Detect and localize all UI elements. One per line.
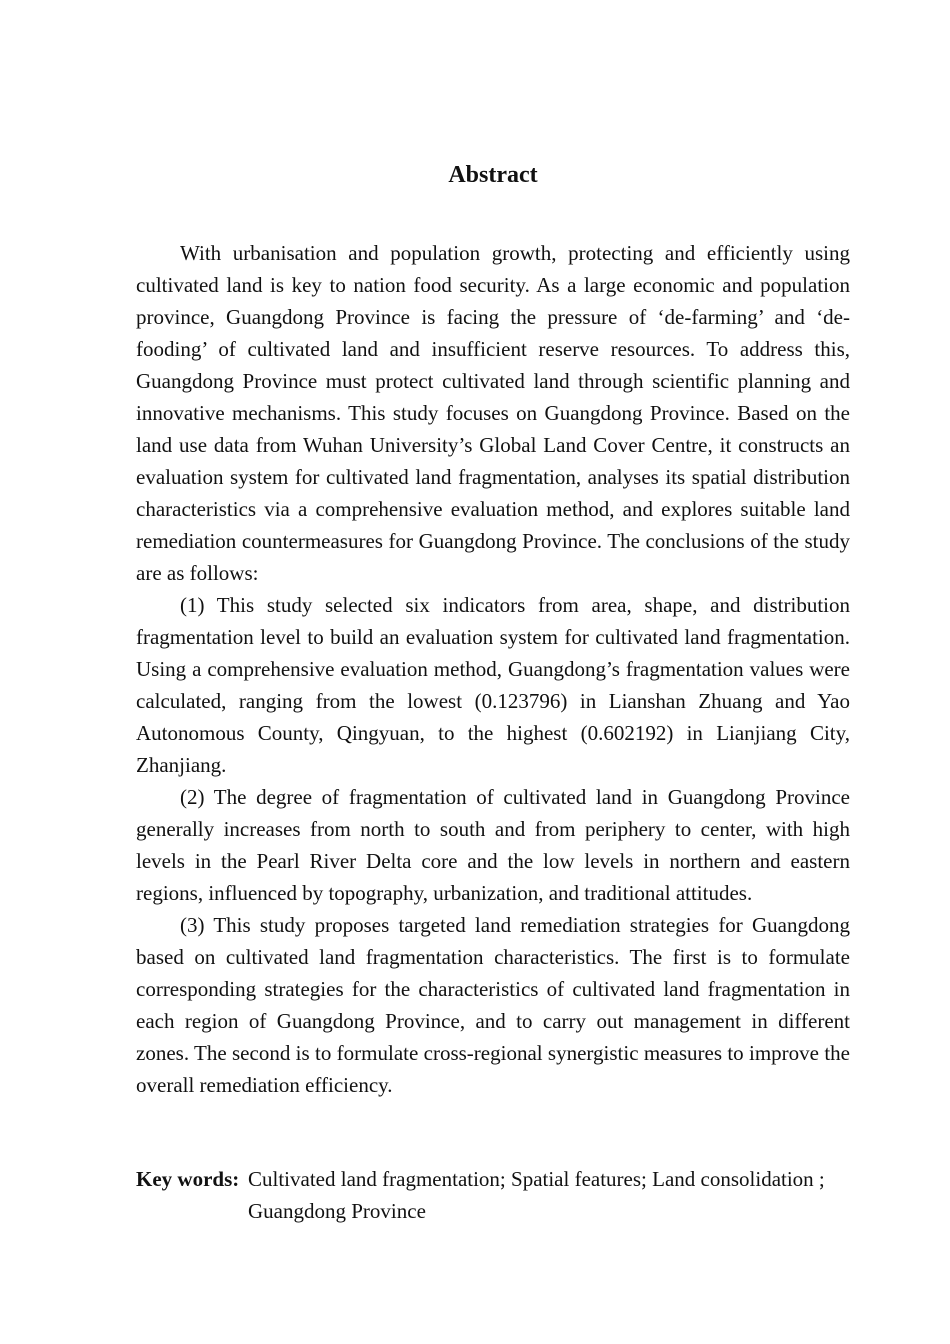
keywords-label: Key words: [136, 1167, 240, 1191]
keywords-line-1: Cultivated land fragmentation; Spatial features; Land consolidation ; [248, 1167, 825, 1191]
abstract-title: Abstract [448, 162, 538, 188]
abstract-paragraph-conclusion-2: (2) The degree of fragmentation of cultivated land in Guangdong Province generally increases from north to south and from periphery to center, with high levels in the Pearl River Delta core and the low levels in northern and eastern regions, influenced by topography, urbanization, and traditional attitudes. [136, 785, 850, 905]
keywords-list [248, 1163, 868, 1227]
abstract-body [136, 237, 850, 1101]
abstract-paragraph-intro: With urbanisation and population growth, protecting and efficiently using cultivated land is key to nation food security. As a large economic and population province, Guangdong Province is facing the pressure of ‘de-farming’ and ‘de-fooding’ of cultivated land and insufficient reserve resources. To address this, Guangdong Province must protect cultivated land through scientific planning and innovative mechanisms. This study focuses on Guangdong Province. Based on the land use data from Wuhan University’s Global Land Cover Centre, it constructs an evaluation system for cultivated land fragmentation, analyses its spatial distribution characteristics via a comprehensive evaluation method, and explores suitable land remediation countermeasures for Guangdong Province. The conclusions of the study are as follows: [136, 241, 850, 585]
abstract-paragraph-conclusion-3: (3) This study proposes targeted land remediation strategies for Guangdong based on cultivated land fragmentation characteristics. The first is to formulate corresponding strategies for the characteristics of cultivated land fragmentation in each region of Guangdong Province, and to carry out management in different zones. The second is to formulate cross-regional synergistic measures to improve the overall remediation efficiency. [136, 913, 850, 1097]
abstract-paragraph-conclusion-1: (1) This study selected six indicators from area, shape, and distribution fragmentation level to build an evaluation system for cultivated land fragmentation. Using a comprehensive evaluation method, Guangdong’s fragmentation values were calculated, ranging from the lowest (0.123796) in Lianshan Zhuang and Yao Autonomous County, Qingyuan, to the highest (0.602192) in Lianjiang City, Zhanjiang. [136, 593, 850, 777]
keywords-line-2: Guangdong Province [248, 1199, 426, 1223]
